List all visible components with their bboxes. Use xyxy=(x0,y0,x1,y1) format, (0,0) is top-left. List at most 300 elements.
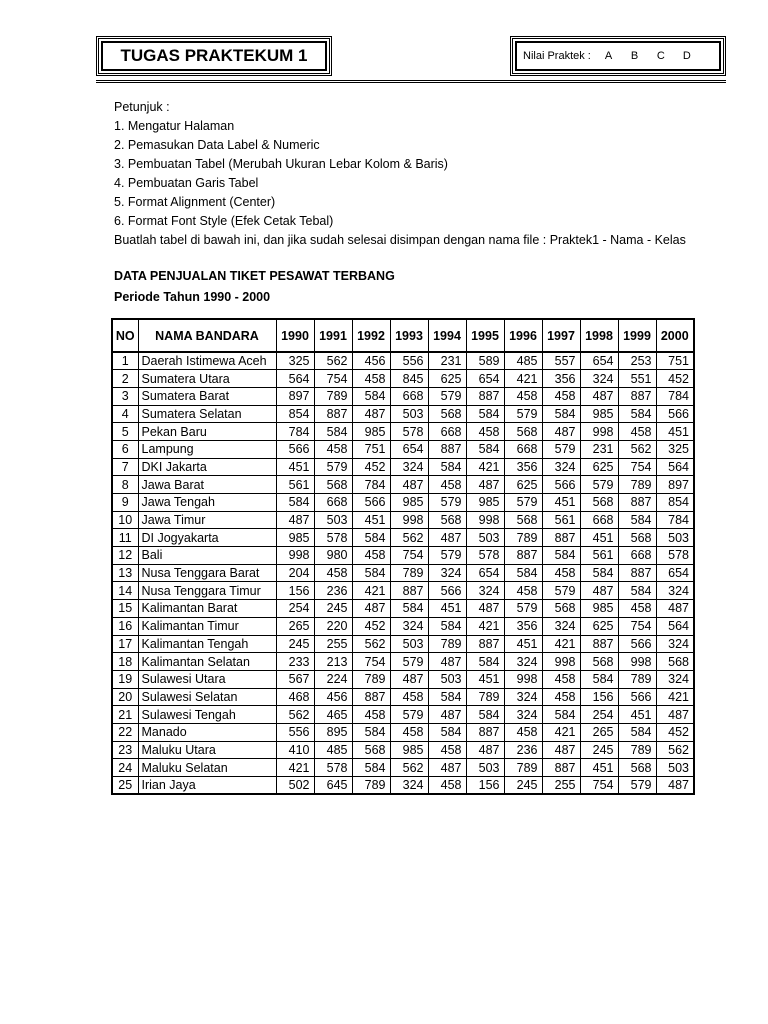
sales-value: 458 xyxy=(542,688,580,706)
sales-value: 789 xyxy=(466,688,504,706)
sales-value: 451 xyxy=(466,670,504,688)
airport-name: Sulawesi Tengah xyxy=(138,706,276,724)
sales-value: 887 xyxy=(618,387,656,405)
sales-value: 568 xyxy=(542,600,580,618)
sales-value: 998 xyxy=(618,653,656,671)
sales-value: 784 xyxy=(352,476,390,494)
sales-value: 458 xyxy=(504,387,542,405)
sales-value: 668 xyxy=(504,440,542,458)
table-row xyxy=(112,476,694,494)
sales-value: 568 xyxy=(618,759,656,777)
sales-value: 485 xyxy=(504,352,542,370)
row-number: 3 xyxy=(112,387,138,405)
score-panel xyxy=(515,41,721,71)
sales-value: 668 xyxy=(390,387,428,405)
sales-value: 562 xyxy=(314,352,352,370)
row-number: 22 xyxy=(112,723,138,741)
sales-value: 754 xyxy=(352,653,390,671)
sales-value: 845 xyxy=(390,370,428,388)
sales-value: 751 xyxy=(352,440,390,458)
sales-value: 324 xyxy=(542,617,580,635)
sales-value: 668 xyxy=(428,423,466,441)
sales-value: 562 xyxy=(656,741,694,759)
sales-value: 325 xyxy=(656,440,694,458)
sales-value: 887 xyxy=(580,635,618,653)
sales-value: 220 xyxy=(314,617,352,635)
sales-value: 579 xyxy=(542,440,580,458)
sales-value: 213 xyxy=(314,653,352,671)
sales-value: 654 xyxy=(656,564,694,582)
sales-value: 754 xyxy=(314,370,352,388)
row-number: 13 xyxy=(112,564,138,582)
sales-value: 568 xyxy=(314,476,352,494)
sales-value: 568 xyxy=(580,494,618,512)
airport-name: Daerah Istimewa Aceh xyxy=(138,352,276,370)
sales-value: 503 xyxy=(466,759,504,777)
table-row xyxy=(112,458,694,476)
sales-value: 998 xyxy=(580,423,618,441)
sales-value: 451 xyxy=(504,635,542,653)
sales-value: 584 xyxy=(466,706,504,724)
sales-value: 487 xyxy=(428,653,466,671)
sales-value: 584 xyxy=(428,617,466,635)
sales-value: 584 xyxy=(352,529,390,547)
airport-name: Kalimantan Selatan xyxy=(138,653,276,671)
sales-value: 231 xyxy=(428,352,466,370)
sales-value: 584 xyxy=(580,670,618,688)
sales-value: 503 xyxy=(428,670,466,688)
sales-value: 568 xyxy=(504,423,542,441)
airport-name: Maluku Utara xyxy=(138,741,276,759)
sales-value: 487 xyxy=(656,706,694,724)
row-number: 4 xyxy=(112,405,138,423)
airport-name: Jawa Tengah xyxy=(138,494,276,512)
sales-value: 487 xyxy=(580,582,618,600)
row-number: 10 xyxy=(112,511,138,529)
data-subtitle: Periode Tahun 1990 - 2000 xyxy=(114,290,271,304)
column-header-year: 1992 xyxy=(352,319,390,352)
sales-value: 458 xyxy=(352,370,390,388)
row-number: 1 xyxy=(112,352,138,370)
sales-value: 584 xyxy=(618,723,656,741)
sales-value: 265 xyxy=(580,723,618,741)
sales-value: 204 xyxy=(276,564,314,582)
grade-d: D xyxy=(682,50,691,62)
column-header-year: 1993 xyxy=(390,319,428,352)
sales-value: 324 xyxy=(466,582,504,600)
grade-a: A xyxy=(604,50,613,62)
column-header-year: 1999 xyxy=(618,319,656,352)
sales-value: 668 xyxy=(618,547,656,565)
row-number: 16 xyxy=(112,617,138,635)
column-header-name: NAMA BANDARA xyxy=(138,319,276,352)
table-row xyxy=(112,582,694,600)
sales-value: 584 xyxy=(466,440,504,458)
sales-value: 584 xyxy=(580,564,618,582)
sales-value: 887 xyxy=(542,759,580,777)
score-box xyxy=(510,36,726,76)
sales-value: 562 xyxy=(390,529,428,547)
sales-value: 789 xyxy=(352,670,390,688)
sales-value: 579 xyxy=(390,706,428,724)
row-number: 24 xyxy=(112,759,138,777)
sales-value: 566 xyxy=(428,582,466,600)
sales-value: 625 xyxy=(504,476,542,494)
sales-value: 324 xyxy=(580,370,618,388)
row-number: 14 xyxy=(112,582,138,600)
sales-value: 458 xyxy=(466,423,504,441)
sales-value: 255 xyxy=(314,635,352,653)
sales-value: 579 xyxy=(428,547,466,565)
sales-value: 584 xyxy=(504,564,542,582)
sales-value: 584 xyxy=(314,423,352,441)
sales-value: 458 xyxy=(428,476,466,494)
column-header-year: 1996 xyxy=(504,319,542,352)
sales-value: 897 xyxy=(656,476,694,494)
sales-value: 231 xyxy=(580,440,618,458)
sales-value: 487 xyxy=(542,423,580,441)
sales-value: 487 xyxy=(390,476,428,494)
sales-value: 584 xyxy=(428,458,466,476)
sales-value: 568 xyxy=(428,405,466,423)
sales-value: 789 xyxy=(504,759,542,777)
table-row xyxy=(112,423,694,441)
sales-value: 998 xyxy=(390,511,428,529)
table-row xyxy=(112,688,694,706)
sales-value: 668 xyxy=(580,511,618,529)
sales-value: 265 xyxy=(276,617,314,635)
sales-value: 654 xyxy=(466,564,504,582)
sales-value: 561 xyxy=(276,476,314,494)
row-number: 17 xyxy=(112,635,138,653)
row-number: 18 xyxy=(112,653,138,671)
sales-value: 324 xyxy=(390,617,428,635)
sales-value: 458 xyxy=(352,706,390,724)
sales-value: 421 xyxy=(542,635,580,653)
sales-value: 561 xyxy=(542,511,580,529)
sales-value: 784 xyxy=(656,387,694,405)
table-row xyxy=(112,494,694,512)
sales-value: 897 xyxy=(276,387,314,405)
instruction-item: 6. Format Font Style (Efek Cetak Tebal) xyxy=(114,214,334,228)
sales-value: 579 xyxy=(504,405,542,423)
airport-name: Jawa Timur xyxy=(138,511,276,529)
table-row xyxy=(112,741,694,759)
sales-value: 751 xyxy=(656,352,694,370)
sales-value: 564 xyxy=(656,617,694,635)
sales-value: 579 xyxy=(618,777,656,795)
sales-value: 356 xyxy=(504,617,542,635)
row-number: 12 xyxy=(112,547,138,565)
row-number: 11 xyxy=(112,529,138,547)
sales-value: 254 xyxy=(580,706,618,724)
sales-value: 458 xyxy=(542,564,580,582)
row-number: 19 xyxy=(112,670,138,688)
sales-value: 985 xyxy=(580,600,618,618)
row-number: 6 xyxy=(112,440,138,458)
sales-value: 451 xyxy=(542,494,580,512)
sales-value: 589 xyxy=(466,352,504,370)
table-row xyxy=(112,370,694,388)
sales-value: 502 xyxy=(276,777,314,795)
grade-b: B xyxy=(630,50,639,62)
sales-value: 410 xyxy=(276,741,314,759)
instructions-heading: Petunjuk : xyxy=(114,100,170,114)
sales-value: 421 xyxy=(656,688,694,706)
sales-value: 356 xyxy=(542,370,580,388)
table-row xyxy=(112,352,694,370)
page-title: TUGAS PRAKTEKUM 1 xyxy=(101,41,327,71)
airport-name: Manado xyxy=(138,723,276,741)
sales-value: 887 xyxy=(428,440,466,458)
table-row xyxy=(112,405,694,423)
sales-value: 487 xyxy=(276,511,314,529)
sales-value: 487 xyxy=(428,759,466,777)
sales-value: 451 xyxy=(276,458,314,476)
sales-value: 568 xyxy=(352,741,390,759)
sales-value: 854 xyxy=(276,405,314,423)
sales-value: 654 xyxy=(580,352,618,370)
instruction-item: 2. Pemasukan Data Label & Numeric xyxy=(114,138,320,152)
airport-name: DKI Jakarta xyxy=(138,458,276,476)
sales-value: 503 xyxy=(390,405,428,423)
sales-value: 324 xyxy=(656,635,694,653)
airport-name: Lampung xyxy=(138,440,276,458)
sales-value: 458 xyxy=(428,777,466,795)
sales-value: 654 xyxy=(466,370,504,388)
sales-value: 578 xyxy=(390,423,428,441)
sales-value: 584 xyxy=(428,688,466,706)
sales-value: 253 xyxy=(618,352,656,370)
sales-value: 566 xyxy=(542,476,580,494)
sales-value: 579 xyxy=(504,600,542,618)
sales-value: 421 xyxy=(466,458,504,476)
instruction-item: 5. Format Alignment (Center) xyxy=(114,195,276,209)
column-header-no: NO xyxy=(112,319,138,352)
sales-value: 458 xyxy=(314,564,352,582)
table-row xyxy=(112,387,694,405)
sales-value: 324 xyxy=(390,777,428,795)
sales-value: 887 xyxy=(618,494,656,512)
row-number: 7 xyxy=(112,458,138,476)
sales-value: 224 xyxy=(314,670,352,688)
sales-value: 754 xyxy=(580,777,618,795)
sales-value: 487 xyxy=(466,600,504,618)
row-number: 15 xyxy=(112,600,138,618)
sales-value: 487 xyxy=(428,529,466,547)
sales-value: 566 xyxy=(276,440,314,458)
sales-value: 668 xyxy=(314,494,352,512)
sales-value: 567 xyxy=(276,670,314,688)
table-row xyxy=(112,653,694,671)
sales-value: 654 xyxy=(390,440,428,458)
sales-value: 255 xyxy=(542,777,580,795)
sales-value: 458 xyxy=(314,440,352,458)
airport-name: Irian Jaya xyxy=(138,777,276,795)
airport-name: DI Jogyakarta xyxy=(138,529,276,547)
sales-value: 551 xyxy=(618,370,656,388)
airport-name: Bali xyxy=(138,547,276,565)
sales-value: 452 xyxy=(352,617,390,635)
sales-value: 784 xyxy=(276,423,314,441)
sales-value: 421 xyxy=(542,723,580,741)
column-header-year: 1997 xyxy=(542,319,580,352)
instructions xyxy=(114,98,686,250)
sales-value: 584 xyxy=(428,723,466,741)
sales-value: 458 xyxy=(504,723,542,741)
sales-value: 887 xyxy=(466,387,504,405)
sales-value: 451 xyxy=(352,511,390,529)
airport-name: Pekan Baru xyxy=(138,423,276,441)
column-header-year: 1995 xyxy=(466,319,504,352)
sales-value: 487 xyxy=(542,741,580,759)
sales-value: 324 xyxy=(656,670,694,688)
sales-value: 458 xyxy=(390,688,428,706)
sales-value: 789 xyxy=(352,777,390,795)
sales-value: 579 xyxy=(580,476,618,494)
sales-value: 156 xyxy=(466,777,504,795)
airport-name: Nusa Tenggara Barat xyxy=(138,564,276,582)
sales-value: 562 xyxy=(618,440,656,458)
sales-value: 562 xyxy=(390,759,428,777)
sales-value: 245 xyxy=(276,635,314,653)
sales-value: 985 xyxy=(352,423,390,441)
sales-value: 754 xyxy=(618,617,656,635)
sales-value: 451 xyxy=(580,759,618,777)
sales-value: 789 xyxy=(314,387,352,405)
sales-value: 452 xyxy=(656,723,694,741)
airport-name: Sumatera Utara xyxy=(138,370,276,388)
sales-value: 625 xyxy=(428,370,466,388)
sales-value: 887 xyxy=(618,564,656,582)
sales-value: 458 xyxy=(618,423,656,441)
table-row xyxy=(112,511,694,529)
row-number: 21 xyxy=(112,706,138,724)
sales-value: 452 xyxy=(656,370,694,388)
sales-value: 578 xyxy=(466,547,504,565)
sales-value: 324 xyxy=(504,653,542,671)
row-number: 23 xyxy=(112,741,138,759)
sales-value: 887 xyxy=(314,405,352,423)
sales-value: 579 xyxy=(428,494,466,512)
sales-value: 487 xyxy=(466,476,504,494)
sales-value: 578 xyxy=(314,529,352,547)
row-number: 9 xyxy=(112,494,138,512)
sales-value: 245 xyxy=(580,741,618,759)
title-box xyxy=(96,36,332,76)
sales-value: 421 xyxy=(352,582,390,600)
sales-value: 503 xyxy=(314,511,352,529)
score-label: Nilai Praktek : xyxy=(523,50,591,62)
instruction-item: 1. Mengatur Halaman xyxy=(114,119,235,133)
sales-value: 579 xyxy=(428,387,466,405)
sales-value: 564 xyxy=(656,458,694,476)
sales-value: 487 xyxy=(352,405,390,423)
sales-value: 456 xyxy=(314,688,352,706)
sales-value: 487 xyxy=(352,600,390,618)
column-header-year: 1994 xyxy=(428,319,466,352)
sales-value: 421 xyxy=(276,759,314,777)
sales-value: 236 xyxy=(314,582,352,600)
sales-value: 854 xyxy=(656,494,694,512)
sales-value: 156 xyxy=(276,582,314,600)
sales-value: 468 xyxy=(276,688,314,706)
sales-value: 568 xyxy=(428,511,466,529)
sales-value: 584 xyxy=(352,564,390,582)
sales-value: 998 xyxy=(276,547,314,565)
airport-name: Jawa Barat xyxy=(138,476,276,494)
sales-value: 998 xyxy=(466,511,504,529)
sales-value: 451 xyxy=(618,706,656,724)
airport-name: Sumatera Selatan xyxy=(138,405,276,423)
data-title: DATA PENJUALAN TIKET PESAWAT TERBANG xyxy=(114,269,395,283)
sales-table xyxy=(111,318,695,795)
sales-value: 325 xyxy=(276,352,314,370)
airport-name: Nusa Tenggara Timur xyxy=(138,582,276,600)
sales-value: 584 xyxy=(542,706,580,724)
sales-value: 245 xyxy=(314,600,352,618)
sales-value: 568 xyxy=(656,653,694,671)
sales-value: 985 xyxy=(466,494,504,512)
sales-value: 584 xyxy=(466,653,504,671)
sales-value: 789 xyxy=(618,670,656,688)
sales-value: 584 xyxy=(352,759,390,777)
sales-value: 789 xyxy=(390,564,428,582)
sales-value: 324 xyxy=(428,564,466,582)
sales-value: 324 xyxy=(656,582,694,600)
sales-value: 625 xyxy=(580,617,618,635)
sales-value: 356 xyxy=(504,458,542,476)
sales-value: 458 xyxy=(352,547,390,565)
sales-value: 324 xyxy=(504,706,542,724)
table-row xyxy=(112,547,694,565)
sales-value: 458 xyxy=(428,741,466,759)
airport-name: Maluku Selatan xyxy=(138,759,276,777)
sales-value: 254 xyxy=(276,600,314,618)
sales-value: 566 xyxy=(618,688,656,706)
sales-value: 584 xyxy=(618,511,656,529)
sales-value: 645 xyxy=(314,777,352,795)
grade-options xyxy=(605,50,709,62)
row-number: 2 xyxy=(112,370,138,388)
sales-value: 324 xyxy=(390,458,428,476)
sales-value: 887 xyxy=(466,723,504,741)
sales-value: 487 xyxy=(390,670,428,688)
instruction-item: 4. Pembuatan Garis Tabel xyxy=(114,176,259,190)
airport-name: Kalimantan Tengah xyxy=(138,635,276,653)
sales-value: 887 xyxy=(352,688,390,706)
table-row xyxy=(112,600,694,618)
sales-value: 895 xyxy=(314,723,352,741)
sales-value: 985 xyxy=(390,494,428,512)
sales-value: 452 xyxy=(352,458,390,476)
table-header-row xyxy=(112,319,694,352)
sales-value: 236 xyxy=(504,741,542,759)
sales-value: 754 xyxy=(390,547,428,565)
sales-value: 584 xyxy=(352,387,390,405)
sales-value: 458 xyxy=(390,723,428,741)
sales-value: 324 xyxy=(542,458,580,476)
sales-value: 584 xyxy=(542,405,580,423)
sales-value: 562 xyxy=(276,706,314,724)
sales-value: 503 xyxy=(656,529,694,547)
sales-value: 789 xyxy=(618,476,656,494)
sales-value: 998 xyxy=(542,653,580,671)
instruction-item: 3. Pembuatan Tabel (Merubah Ukuran Lebar Kolom & Baris) xyxy=(114,157,448,171)
sales-value: 556 xyxy=(390,352,428,370)
sales-value: 458 xyxy=(542,670,580,688)
sales-value: 487 xyxy=(466,741,504,759)
